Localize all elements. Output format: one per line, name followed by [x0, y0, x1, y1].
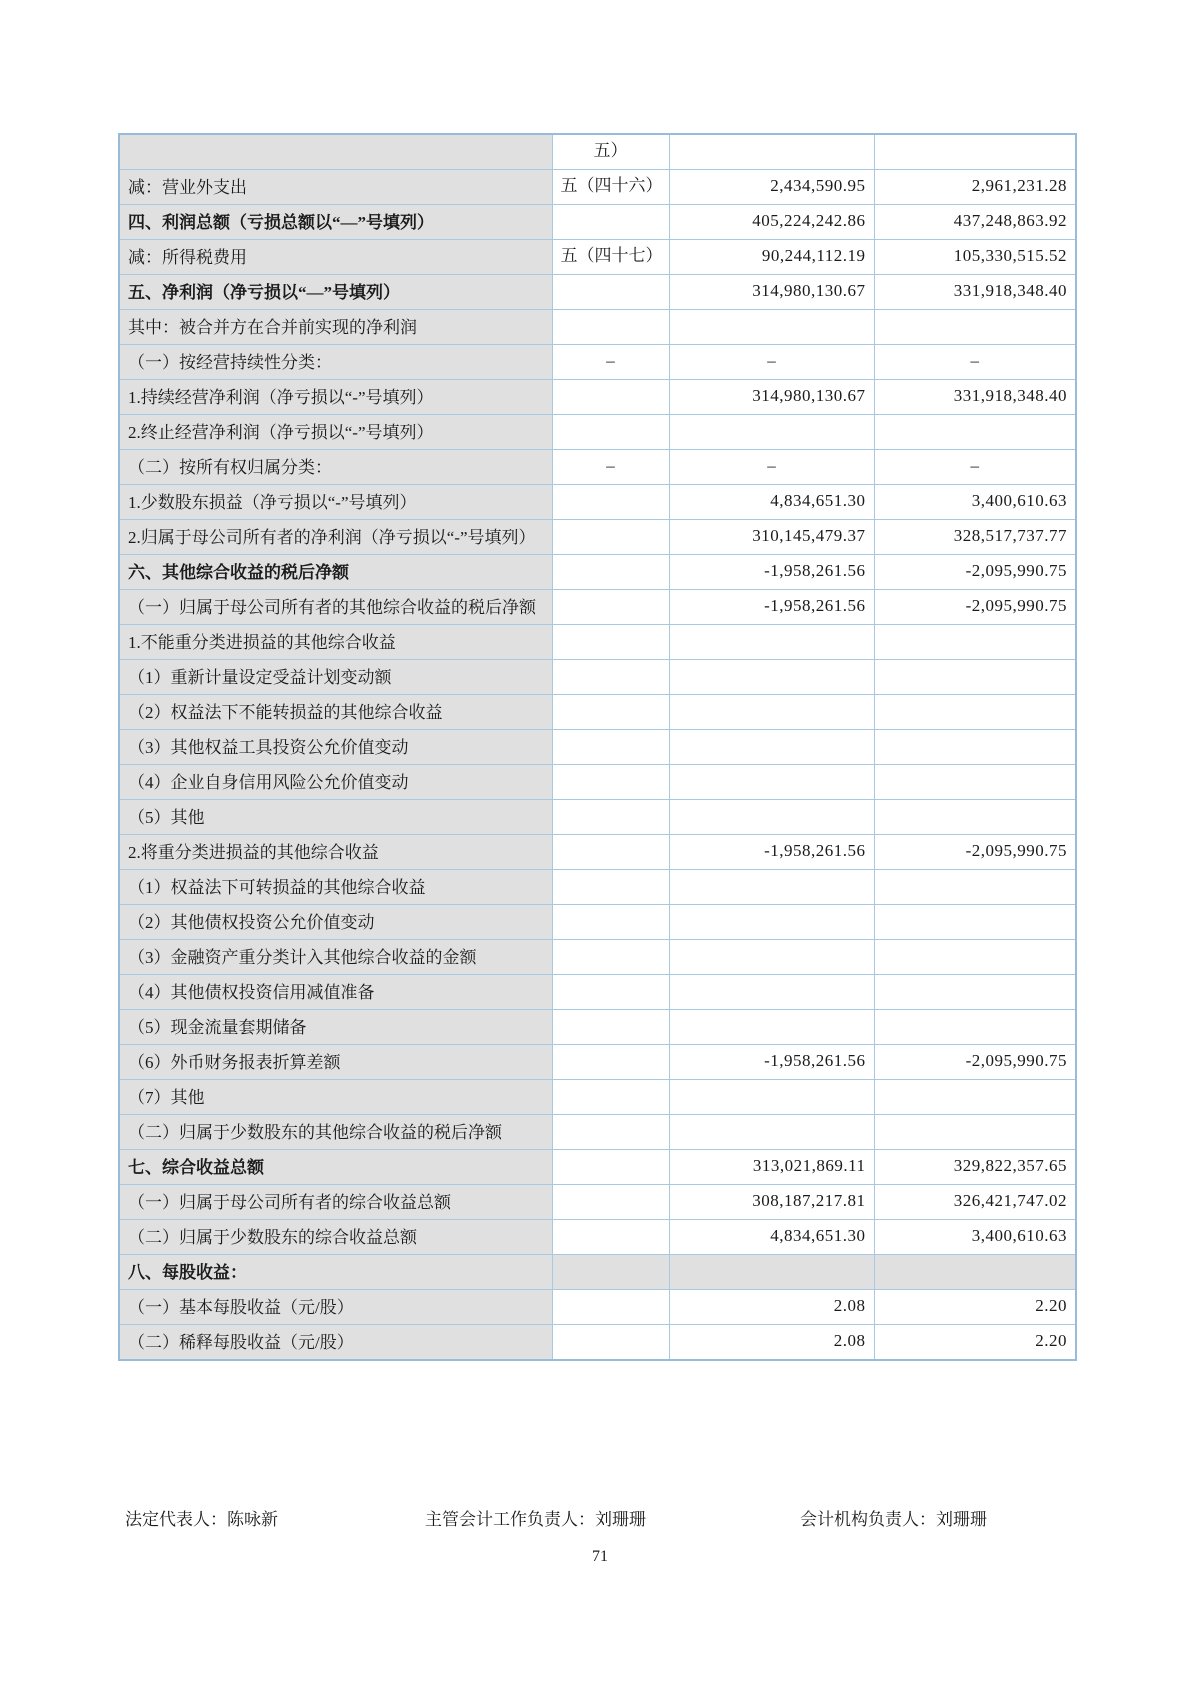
row-label: （二）归属于少数股东的其他综合收益的税后净额 — [119, 1115, 552, 1150]
page-number: 71 — [592, 1548, 608, 1565]
row-note — [552, 660, 669, 695]
row-prior-amount: – — [874, 450, 1076, 485]
table-row — [119, 660, 1076, 695]
row-note: 五） — [552, 134, 669, 170]
row-note — [552, 730, 669, 765]
row-label: （2）权益法下不能转损益的其他综合收益 — [119, 695, 552, 730]
row-prior-amount — [874, 625, 1076, 660]
table-row — [119, 205, 1076, 240]
row-prior-amount: 326,421,747.02 — [874, 1185, 1076, 1220]
row-label: （4）企业自身信用风险公允价值变动 — [119, 765, 552, 800]
row-note — [552, 625, 669, 660]
table-row — [119, 415, 1076, 450]
row-current-amount — [669, 870, 874, 905]
row-current-amount — [669, 310, 874, 345]
row-prior-amount — [874, 730, 1076, 765]
row-prior-amount: -2,095,990.75 — [874, 1045, 1076, 1080]
row-note — [552, 1010, 669, 1045]
row-note — [552, 1255, 669, 1290]
row-label: 五、净利润（净亏损以“—”号填列） — [119, 275, 552, 310]
signature-line — [125, 1505, 1075, 1529]
row-label: （5）其他 — [119, 800, 552, 835]
row-note — [552, 1150, 669, 1185]
row-note — [552, 1290, 669, 1325]
table-row — [119, 450, 1076, 485]
row-current-amount — [669, 415, 874, 450]
row-note: 五（四十七） — [552, 240, 669, 275]
row-prior-amount — [874, 310, 1076, 345]
row-current-amount — [669, 765, 874, 800]
table-row — [119, 1010, 1076, 1045]
row-label: （4）其他债权投资信用减值准备 — [119, 975, 552, 1010]
row-current-amount — [669, 695, 874, 730]
table-row — [119, 170, 1076, 205]
row-current-amount: 4,834,651.30 — [669, 485, 874, 520]
row-label: （二）归属于少数股东的综合收益总额 — [119, 1220, 552, 1255]
row-current-amount — [669, 975, 874, 1010]
row-current-amount: -1,958,261.56 — [669, 835, 874, 870]
row-prior-amount: -2,095,990.75 — [874, 835, 1076, 870]
row-prior-amount: 329,822,357.65 — [874, 1150, 1076, 1185]
row-current-amount: 313,021,869.11 — [669, 1150, 874, 1185]
row-current-amount: 4,834,651.30 — [669, 1220, 874, 1255]
table-row — [119, 1115, 1076, 1150]
row-current-amount — [669, 905, 874, 940]
row-current-amount: 2.08 — [669, 1325, 874, 1361]
row-current-amount — [669, 625, 874, 660]
table-row — [119, 380, 1076, 415]
row-prior-amount: 331,918,348.40 — [874, 275, 1076, 310]
table-row — [119, 1325, 1076, 1361]
row-label: 2.终止经营净利润（净亏损以“-”号填列） — [119, 415, 552, 450]
table-row — [119, 555, 1076, 590]
row-label: 1.少数股东损益（净亏损以“-”号填列） — [119, 485, 552, 520]
row-prior-amount — [874, 1115, 1076, 1150]
row-current-amount: 310,145,479.37 — [669, 520, 874, 555]
row-label: 七、综合收益总额 — [119, 1150, 552, 1185]
row-label: （2）其他债权投资公允价值变动 — [119, 905, 552, 940]
table-row — [119, 345, 1076, 380]
row-current-amount — [669, 1255, 874, 1290]
row-current-amount — [669, 134, 874, 170]
row-label: （1）重新计量设定受益计划变动额 — [119, 660, 552, 695]
row-current-amount — [669, 800, 874, 835]
row-prior-amount: -2,095,990.75 — [874, 590, 1076, 625]
row-note — [552, 975, 669, 1010]
table-row — [119, 940, 1076, 975]
row-label: （6）外币财务报表折算差额 — [119, 1045, 552, 1080]
row-label: （一）归属于母公司所有者的综合收益总额 — [119, 1185, 552, 1220]
row-current-amount — [669, 1010, 874, 1045]
row-prior-amount — [874, 1080, 1076, 1115]
row-note — [552, 695, 669, 730]
row-note — [552, 835, 669, 870]
row-label: （一）归属于母公司所有者的其他综合收益的税后净额 — [119, 590, 552, 625]
row-prior-amount: -2,095,990.75 — [874, 555, 1076, 590]
row-label: （二）按所有权归属分类： — [119, 450, 552, 485]
row-prior-amount: – — [874, 345, 1076, 380]
row-prior-amount: 3,400,610.63 — [874, 485, 1076, 520]
row-prior-amount: 437,248,863.92 — [874, 205, 1076, 240]
table-row — [119, 1045, 1076, 1080]
row-label: 1.不能重分类进损益的其他综合收益 — [119, 625, 552, 660]
row-label: （3）金融资产重分类计入其他综合收益的金额 — [119, 940, 552, 975]
row-note — [552, 1080, 669, 1115]
row-current-amount: 90,244,112.19 — [669, 240, 874, 275]
table-row — [119, 240, 1076, 275]
row-current-amount: -1,958,261.56 — [669, 590, 874, 625]
table-row — [119, 695, 1076, 730]
row-label: （一）基本每股收益（元/股） — [119, 1290, 552, 1325]
row-note — [552, 1045, 669, 1080]
row-note: – — [552, 450, 669, 485]
table-row — [119, 275, 1076, 310]
table-row — [119, 310, 1076, 345]
row-current-amount — [669, 1115, 874, 1150]
table-row — [119, 800, 1076, 835]
income-statement-table — [118, 133, 1077, 1361]
row-label: （7）其他 — [119, 1080, 552, 1115]
row-label: 四、利润总额（亏损总额以“—”号填列） — [119, 205, 552, 240]
row-label: （3）其他权益工具投资公允价值变动 — [119, 730, 552, 765]
row-current-amount: 2,434,590.95 — [669, 170, 874, 205]
row-prior-amount — [874, 905, 1076, 940]
row-note — [552, 310, 669, 345]
table-row — [119, 975, 1076, 1010]
row-current-amount: 308,187,217.81 — [669, 1185, 874, 1220]
row-note: 五（四十六） — [552, 170, 669, 205]
row-prior-amount — [874, 134, 1076, 170]
row-prior-amount: 2.20 — [874, 1290, 1076, 1325]
table-row — [119, 1290, 1076, 1325]
row-prior-amount — [874, 800, 1076, 835]
row-current-amount: 314,980,130.67 — [669, 380, 874, 415]
row-label: 2.归属于母公司所有者的净利润（净亏损以“-”号填列） — [119, 520, 552, 555]
row-prior-amount: 3,400,610.63 — [874, 1220, 1076, 1255]
row-prior-amount — [874, 415, 1076, 450]
row-label: 减：所得税费用 — [119, 240, 552, 275]
row-note — [552, 1115, 669, 1150]
row-current-amount: – — [669, 345, 874, 380]
row-current-amount: -1,958,261.56 — [669, 1045, 874, 1080]
row-prior-amount — [874, 870, 1076, 905]
legal-representative: 法定代表人：陈咏新 — [125, 1510, 278, 1529]
row-label: 2.将重分类进损益的其他综合收益 — [119, 835, 552, 870]
row-label: 八、每股收益： — [119, 1255, 552, 1290]
row-note — [552, 380, 669, 415]
table-row — [119, 835, 1076, 870]
row-prior-amount — [874, 975, 1076, 1010]
row-note — [552, 765, 669, 800]
row-label: （二）稀释每股收益（元/股） — [119, 1325, 552, 1361]
table-row — [119, 590, 1076, 625]
row-label: （一）按经营持续性分类： — [119, 345, 552, 380]
row-label: 减：营业外支出 — [119, 170, 552, 205]
table-row — [119, 905, 1076, 940]
row-note — [552, 590, 669, 625]
table-row — [119, 625, 1076, 660]
row-label — [119, 134, 552, 170]
table-row — [119, 1255, 1076, 1290]
row-note — [552, 1325, 669, 1361]
row-prior-amount — [874, 695, 1076, 730]
row-current-amount — [669, 730, 874, 765]
row-note — [552, 555, 669, 590]
row-current-amount: -1,958,261.56 — [669, 555, 874, 590]
row-note — [552, 1185, 669, 1220]
row-current-amount — [669, 660, 874, 695]
row-prior-amount: 328,517,737.77 — [874, 520, 1076, 555]
row-note — [552, 800, 669, 835]
row-label: 1.持续经营净利润（净亏损以“-”号填列） — [119, 380, 552, 415]
row-current-amount — [669, 1080, 874, 1115]
row-note — [552, 485, 669, 520]
row-current-amount: – — [669, 450, 874, 485]
row-prior-amount — [874, 1255, 1076, 1290]
accounting-head: 会计机构负责人：刘珊珊 — [800, 1510, 987, 1529]
row-prior-amount — [874, 765, 1076, 800]
row-prior-amount — [874, 660, 1076, 695]
row-prior-amount: 105,330,515.52 — [874, 240, 1076, 275]
table-row — [119, 1185, 1076, 1220]
row-note — [552, 870, 669, 905]
row-prior-amount: 2,961,231.28 — [874, 170, 1076, 205]
row-note — [552, 1220, 669, 1255]
row-label: 其中：被合并方在合并前实现的净利润 — [119, 310, 552, 345]
row-label: 六、其他综合收益的税后净额 — [119, 555, 552, 590]
table-row — [119, 730, 1076, 765]
table-row — [119, 134, 1076, 170]
row-note — [552, 520, 669, 555]
income-statement-table-body — [119, 134, 1076, 1360]
row-current-amount — [669, 940, 874, 975]
table-row — [119, 1080, 1076, 1115]
table-row — [119, 765, 1076, 800]
table-row — [119, 520, 1076, 555]
row-prior-amount — [874, 940, 1076, 975]
row-current-amount: 405,224,242.86 — [669, 205, 874, 240]
table-row — [119, 1220, 1076, 1255]
row-note: – — [552, 345, 669, 380]
row-note — [552, 415, 669, 450]
row-label: （5）现金流量套期储备 — [119, 1010, 552, 1045]
row-current-amount: 314,980,130.67 — [669, 275, 874, 310]
row-note — [552, 905, 669, 940]
row-current-amount: 2.08 — [669, 1290, 874, 1325]
row-label: （1）权益法下可转损益的其他综合收益 — [119, 870, 552, 905]
table-row — [119, 870, 1076, 905]
row-note — [552, 205, 669, 240]
row-prior-amount: 2.20 — [874, 1325, 1076, 1361]
table-row — [119, 485, 1076, 520]
row-prior-amount — [874, 1010, 1076, 1045]
row-prior-amount: 331,918,348.40 — [874, 380, 1076, 415]
chief-accountant: 主管会计工作负责人：刘珊珊 — [425, 1510, 646, 1529]
row-note — [552, 275, 669, 310]
row-note — [552, 940, 669, 975]
table-row — [119, 1150, 1076, 1185]
